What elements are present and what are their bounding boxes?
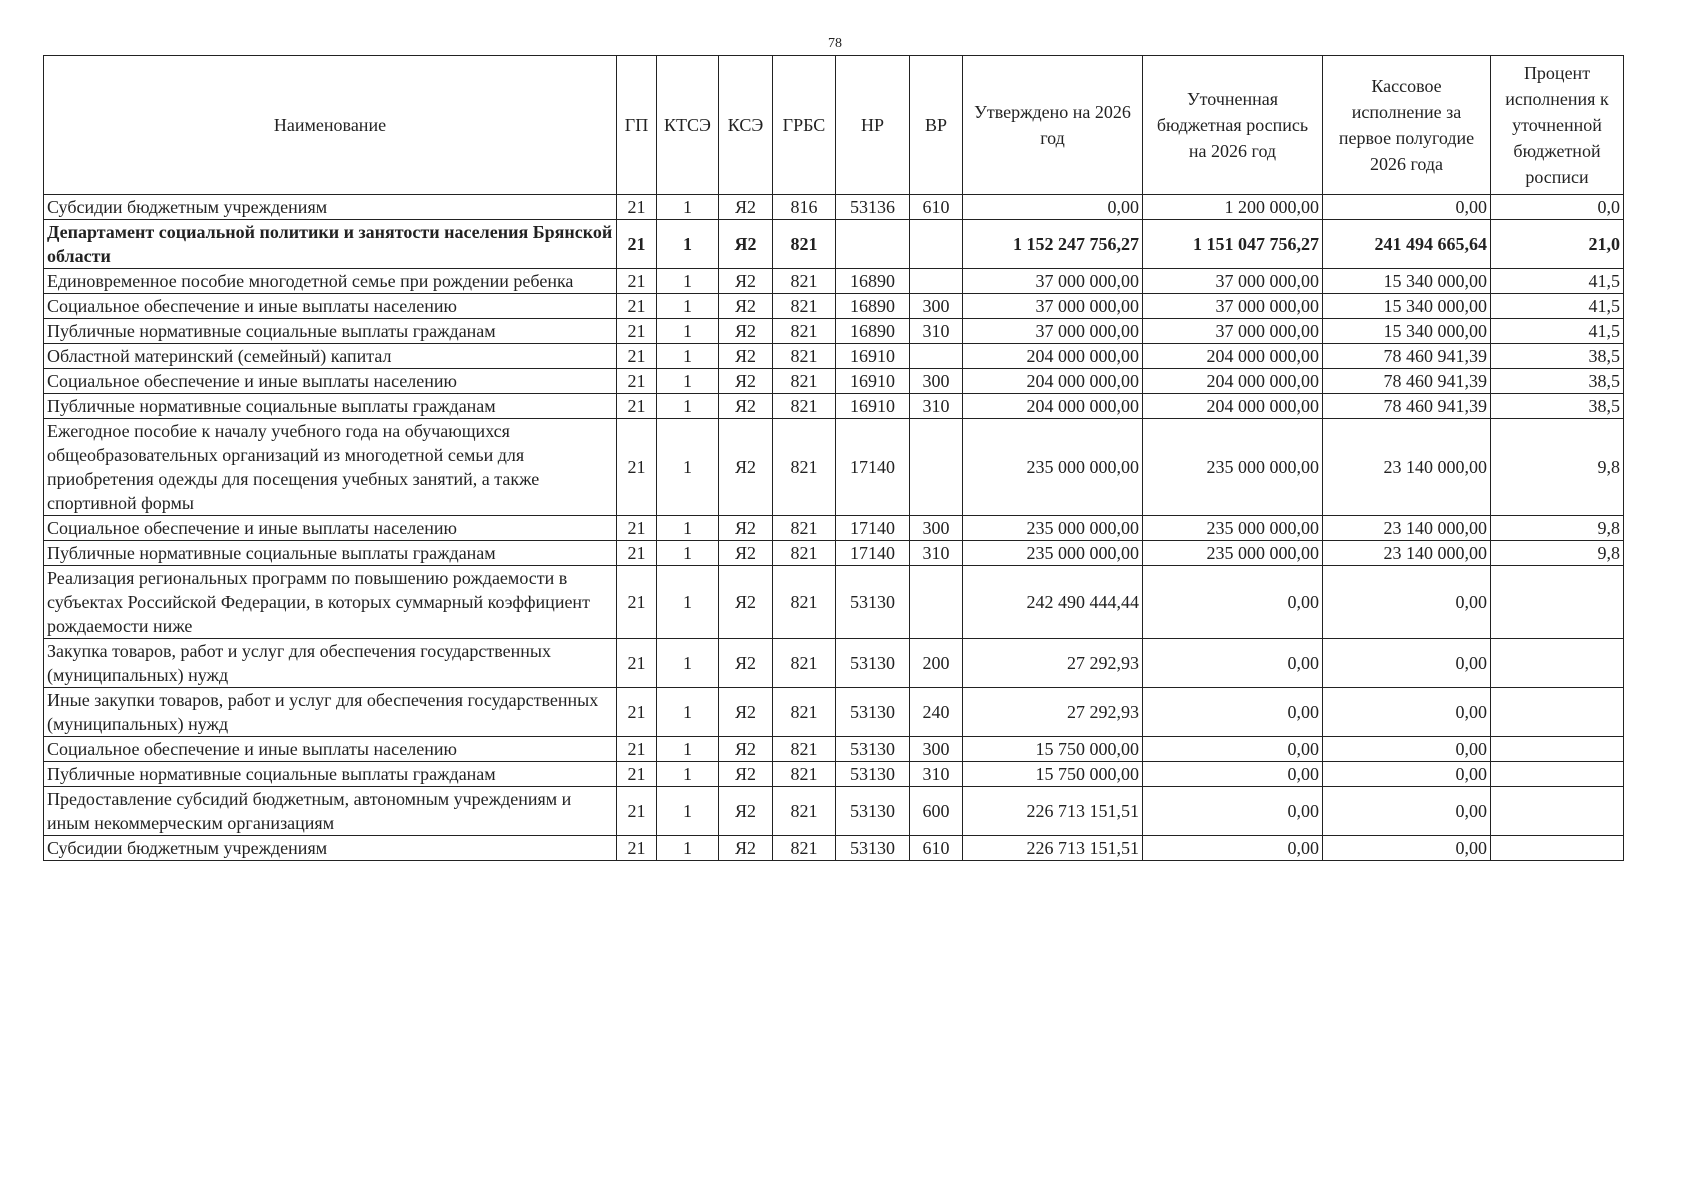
cell-approved: 235 000 000,00: [963, 516, 1143, 541]
cell-percent: 9,8: [1491, 541, 1624, 566]
cell-vr: 310: [910, 541, 963, 566]
table-row: [44, 319, 1624, 344]
cell-percent: [1491, 688, 1624, 737]
cell-percent: [1491, 566, 1624, 639]
cell-name: Субсидии бюджетным учреждениям: [44, 195, 617, 220]
cell-vr: 300: [910, 294, 963, 319]
cell-nr: 17140: [836, 419, 910, 516]
cell-ktse: 1: [657, 688, 719, 737]
table-row: [44, 394, 1624, 419]
table-body: [44, 195, 1624, 861]
cell-cash: 241 494 665,64: [1323, 220, 1491, 269]
cell-grbs: 821: [773, 787, 836, 836]
cell-cash: 15 340 000,00: [1323, 269, 1491, 294]
cell-gp: 21: [617, 394, 657, 419]
cell-name: Социальное обеспечение и иные выплаты населению: [44, 516, 617, 541]
cell-approved: 226 713 151,51: [963, 836, 1143, 861]
cell-refined: 204 000 000,00: [1143, 369, 1323, 394]
cell-approved: 0,00: [963, 195, 1143, 220]
cell-grbs: 821: [773, 220, 836, 269]
cell-gp: 21: [617, 294, 657, 319]
cell-nr: 16890: [836, 319, 910, 344]
cell-approved: 235 000 000,00: [963, 541, 1143, 566]
cell-nr: 16890: [836, 294, 910, 319]
cell-refined: 0,00: [1143, 737, 1323, 762]
cell-approved: 37 000 000,00: [963, 319, 1143, 344]
budget-table: [43, 55, 1624, 861]
cell-grbs: 821: [773, 344, 836, 369]
table-header-row: [44, 56, 1624, 195]
cell-approved: 37 000 000,00: [963, 294, 1143, 319]
cell-approved: 27 292,93: [963, 688, 1143, 737]
cell-approved: 15 750 000,00: [963, 762, 1143, 787]
cell-percent: [1491, 836, 1624, 861]
cell-nr: 16910: [836, 394, 910, 419]
table-row: [44, 762, 1624, 787]
cell-nr: 16890: [836, 269, 910, 294]
cell-cash: 15 340 000,00: [1323, 319, 1491, 344]
cell-vr: 240: [910, 688, 963, 737]
cell-percent: 21,0: [1491, 220, 1624, 269]
cell-percent: [1491, 762, 1624, 787]
cell-cash: 0,00: [1323, 836, 1491, 861]
cell-nr: 53130: [836, 639, 910, 688]
cell-name: Социальное обеспечение и иные выплаты населению: [44, 294, 617, 319]
cell-name: Департамент социальной политики и занятости населения Брянской области: [44, 220, 617, 269]
cell-vr: [910, 269, 963, 294]
cell-kse: Я2: [719, 516, 773, 541]
cell-approved: 204 000 000,00: [963, 394, 1143, 419]
cell-grbs: 821: [773, 294, 836, 319]
cell-kse: Я2: [719, 762, 773, 787]
cell-gp: 21: [617, 269, 657, 294]
cell-cash: 23 140 000,00: [1323, 516, 1491, 541]
cell-percent: [1491, 639, 1624, 688]
cell-nr: 53130: [836, 836, 910, 861]
cell-ktse: 1: [657, 737, 719, 762]
cell-approved: 204 000 000,00: [963, 369, 1143, 394]
cell-ktse: 1: [657, 787, 719, 836]
cell-nr: 17140: [836, 541, 910, 566]
cell-name: Субсидии бюджетным учреждениям: [44, 836, 617, 861]
cell-kse: Я2: [719, 787, 773, 836]
cell-approved: 235 000 000,00: [963, 419, 1143, 516]
cell-vr: 300: [910, 516, 963, 541]
page-number: 78: [828, 36, 842, 51]
cell-approved: 27 292,93: [963, 639, 1143, 688]
cell-cash: 0,00: [1323, 762, 1491, 787]
cell-name: Областной материнский (семейный) капитал: [44, 344, 617, 369]
table-row: [44, 269, 1624, 294]
cell-name: Предоставление субсидий бюджетным, автономным учреждениям и иным некоммерческим организациям: [44, 787, 617, 836]
cell-vr: 300: [910, 737, 963, 762]
cell-cash: 0,00: [1323, 639, 1491, 688]
table-row: [44, 566, 1624, 639]
cell-ktse: 1: [657, 269, 719, 294]
col-header-kse: КСЭ: [719, 56, 773, 195]
cell-approved: 242 490 444,44: [963, 566, 1143, 639]
cell-grbs: 821: [773, 639, 836, 688]
cell-gp: 21: [617, 737, 657, 762]
cell-kse: Я2: [719, 220, 773, 269]
cell-kse: Я2: [719, 294, 773, 319]
cell-kse: Я2: [719, 419, 773, 516]
table-row: [44, 688, 1624, 737]
cell-grbs: 821: [773, 419, 836, 516]
cell-gp: 21: [617, 787, 657, 836]
cell-gp: 21: [617, 319, 657, 344]
cell-ktse: 1: [657, 369, 719, 394]
cell-kse: Я2: [719, 836, 773, 861]
cell-name: Социальное обеспечение и иные выплаты населению: [44, 737, 617, 762]
cell-percent: 38,5: [1491, 369, 1624, 394]
cell-refined: 0,00: [1143, 566, 1323, 639]
cell-ktse: 1: [657, 220, 719, 269]
cell-refined: 0,00: [1143, 762, 1323, 787]
cell-vr: 600: [910, 787, 963, 836]
cell-ktse: 1: [657, 195, 719, 220]
cell-gp: 21: [617, 419, 657, 516]
cell-kse: Я2: [719, 344, 773, 369]
cell-ktse: 1: [657, 639, 719, 688]
cell-vr: [910, 344, 963, 369]
cell-cash: 0,00: [1323, 566, 1491, 639]
table-row: [44, 836, 1624, 861]
table-row: [44, 344, 1624, 369]
cell-ktse: 1: [657, 419, 719, 516]
table-row: [44, 737, 1624, 762]
cell-ktse: 1: [657, 394, 719, 419]
cell-kse: Я2: [719, 195, 773, 220]
cell-kse: Я2: [719, 639, 773, 688]
col-header-cash: Кассовое исполнение за первое полугодие 2026 года: [1323, 56, 1491, 195]
cell-nr: 53130: [836, 566, 910, 639]
cell-cash: 23 140 000,00: [1323, 419, 1491, 516]
cell-refined: 0,00: [1143, 787, 1323, 836]
cell-nr: 17140: [836, 516, 910, 541]
cell-vr: 610: [910, 836, 963, 861]
cell-nr: 53136: [836, 195, 910, 220]
cell-grbs: 816: [773, 195, 836, 220]
cell-gp: 21: [617, 762, 657, 787]
cell-ktse: 1: [657, 516, 719, 541]
cell-percent: 0,0: [1491, 195, 1624, 220]
col-header-ktse: КТСЭ: [657, 56, 719, 195]
table-row: [44, 516, 1624, 541]
cell-refined: 37 000 000,00: [1143, 294, 1323, 319]
cell-ktse: 1: [657, 836, 719, 861]
cell-ktse: 1: [657, 319, 719, 344]
cell-grbs: 821: [773, 566, 836, 639]
cell-cash: 23 140 000,00: [1323, 541, 1491, 566]
cell-grbs: 821: [773, 762, 836, 787]
cell-gp: 21: [617, 344, 657, 369]
cell-name: Публичные нормативные социальные выплаты гражданам: [44, 762, 617, 787]
cell-nr: 16910: [836, 344, 910, 369]
cell-kse: Я2: [719, 319, 773, 344]
cell-grbs: 821: [773, 836, 836, 861]
cell-vr: [910, 220, 963, 269]
cell-approved: 204 000 000,00: [963, 344, 1143, 369]
cell-percent: 41,5: [1491, 319, 1624, 344]
cell-gp: 21: [617, 639, 657, 688]
cell-cash: 0,00: [1323, 195, 1491, 220]
cell-refined: 0,00: [1143, 688, 1323, 737]
cell-name: Реализация региональных программ по повышению рождаемости в субъектах Российской Федерации, в которых суммарный коэффициент рождаемости ниже: [44, 566, 617, 639]
cell-grbs: 821: [773, 516, 836, 541]
cell-name: Иные закупки товаров, работ и услуг для обеспечения государственных (муниципальных) нужд: [44, 688, 617, 737]
cell-ktse: 1: [657, 762, 719, 787]
table-row: [44, 419, 1624, 516]
cell-percent: 9,8: [1491, 516, 1624, 541]
cell-ktse: 1: [657, 344, 719, 369]
col-header-refined: Уточненная бюджетная роспись на 2026 год: [1143, 56, 1323, 195]
cell-percent: 38,5: [1491, 394, 1624, 419]
cell-cash: 0,00: [1323, 737, 1491, 762]
cell-cash: 15 340 000,00: [1323, 294, 1491, 319]
cell-nr: [836, 220, 910, 269]
cell-gp: 21: [617, 369, 657, 394]
col-header-nr: НР: [836, 56, 910, 195]
cell-gp: 21: [617, 541, 657, 566]
cell-refined: 1 200 000,00: [1143, 195, 1323, 220]
cell-name: Социальное обеспечение и иные выплаты населению: [44, 369, 617, 394]
cell-refined: 235 000 000,00: [1143, 516, 1323, 541]
cell-kse: Я2: [719, 269, 773, 294]
cell-gp: 21: [617, 195, 657, 220]
table-row: [44, 787, 1624, 836]
cell-kse: Я2: [719, 369, 773, 394]
cell-cash: 78 460 941,39: [1323, 344, 1491, 369]
cell-vr: 610: [910, 195, 963, 220]
cell-cash: 0,00: [1323, 787, 1491, 836]
cell-cash: 0,00: [1323, 688, 1491, 737]
cell-grbs: 821: [773, 319, 836, 344]
table-row: [44, 369, 1624, 394]
cell-percent: [1491, 787, 1624, 836]
col-header-grbs: ГРБС: [773, 56, 836, 195]
cell-cash: 78 460 941,39: [1323, 394, 1491, 419]
cell-vr: [910, 419, 963, 516]
cell-refined: 1 151 047 756,27: [1143, 220, 1323, 269]
cell-approved: 15 750 000,00: [963, 737, 1143, 762]
cell-grbs: 821: [773, 269, 836, 294]
cell-grbs: 821: [773, 737, 836, 762]
cell-kse: Я2: [719, 737, 773, 762]
cell-kse: Я2: [719, 688, 773, 737]
cell-percent: 41,5: [1491, 269, 1624, 294]
cell-name: Единовременное пособие многодетной семье при рождении ребенка: [44, 269, 617, 294]
cell-gp: 21: [617, 516, 657, 541]
cell-vr: 310: [910, 319, 963, 344]
cell-kse: Я2: [719, 541, 773, 566]
cell-ktse: 1: [657, 541, 719, 566]
cell-gp: 21: [617, 566, 657, 639]
cell-grbs: 821: [773, 541, 836, 566]
cell-refined: 204 000 000,00: [1143, 344, 1323, 369]
cell-nr: 53130: [836, 737, 910, 762]
cell-percent: 9,8: [1491, 419, 1624, 516]
table-row: [44, 294, 1624, 319]
cell-refined: 0,00: [1143, 836, 1323, 861]
cell-cash: 78 460 941,39: [1323, 369, 1491, 394]
cell-vr: 200: [910, 639, 963, 688]
cell-kse: Я2: [719, 566, 773, 639]
cell-percent: 41,5: [1491, 294, 1624, 319]
cell-grbs: 821: [773, 394, 836, 419]
cell-name: Публичные нормативные социальные выплаты гражданам: [44, 319, 617, 344]
cell-approved: 37 000 000,00: [963, 269, 1143, 294]
cell-percent: [1491, 737, 1624, 762]
cell-refined: 37 000 000,00: [1143, 269, 1323, 294]
col-header-approved: Утверждено на 2026 год: [963, 56, 1143, 195]
cell-refined: 235 000 000,00: [1143, 419, 1323, 516]
cell-name: Публичные нормативные социальные выплаты гражданам: [44, 541, 617, 566]
cell-kse: Я2: [719, 394, 773, 419]
cell-nr: 53130: [836, 787, 910, 836]
col-header-name: Наименование: [44, 56, 617, 195]
cell-vr: 300: [910, 369, 963, 394]
cell-grbs: 821: [773, 688, 836, 737]
table-row: [44, 639, 1624, 688]
cell-approved: 226 713 151,51: [963, 787, 1143, 836]
cell-gp: 21: [617, 220, 657, 269]
cell-refined: 204 000 000,00: [1143, 394, 1323, 419]
cell-refined: 235 000 000,00: [1143, 541, 1323, 566]
cell-refined: 37 000 000,00: [1143, 319, 1323, 344]
cell-vr: 310: [910, 762, 963, 787]
cell-nr: 53130: [836, 688, 910, 737]
col-header-percent: Процент исполнения к уточненной бюджетной росписи: [1491, 56, 1624, 195]
table-row: [44, 195, 1624, 220]
col-header-gp: ГП: [617, 56, 657, 195]
cell-ktse: 1: [657, 566, 719, 639]
cell-approved: 1 152 247 756,27: [963, 220, 1143, 269]
cell-name: Ежегодное пособие к началу учебного года на обучающихся общеобразовательных организаций из многодетной семьи для приобретения одежды для посещения учебных занятий, а также спортивной формы: [44, 419, 617, 516]
table-row: [44, 541, 1624, 566]
cell-gp: 21: [617, 836, 657, 861]
cell-refined: 0,00: [1143, 639, 1323, 688]
cell-nr: 16910: [836, 369, 910, 394]
cell-percent: 38,5: [1491, 344, 1624, 369]
cell-nr: 53130: [836, 762, 910, 787]
table-row: [44, 220, 1624, 269]
cell-name: Закупка товаров, работ и услуг для обеспечения государственных (муниципальных) нужд: [44, 639, 617, 688]
cell-vr: 310: [910, 394, 963, 419]
cell-grbs: 821: [773, 369, 836, 394]
cell-ktse: 1: [657, 294, 719, 319]
col-header-vr: ВР: [910, 56, 963, 195]
cell-gp: 21: [617, 688, 657, 737]
cell-vr: [910, 566, 963, 639]
cell-name: Публичные нормативные социальные выплаты гражданам: [44, 394, 617, 419]
